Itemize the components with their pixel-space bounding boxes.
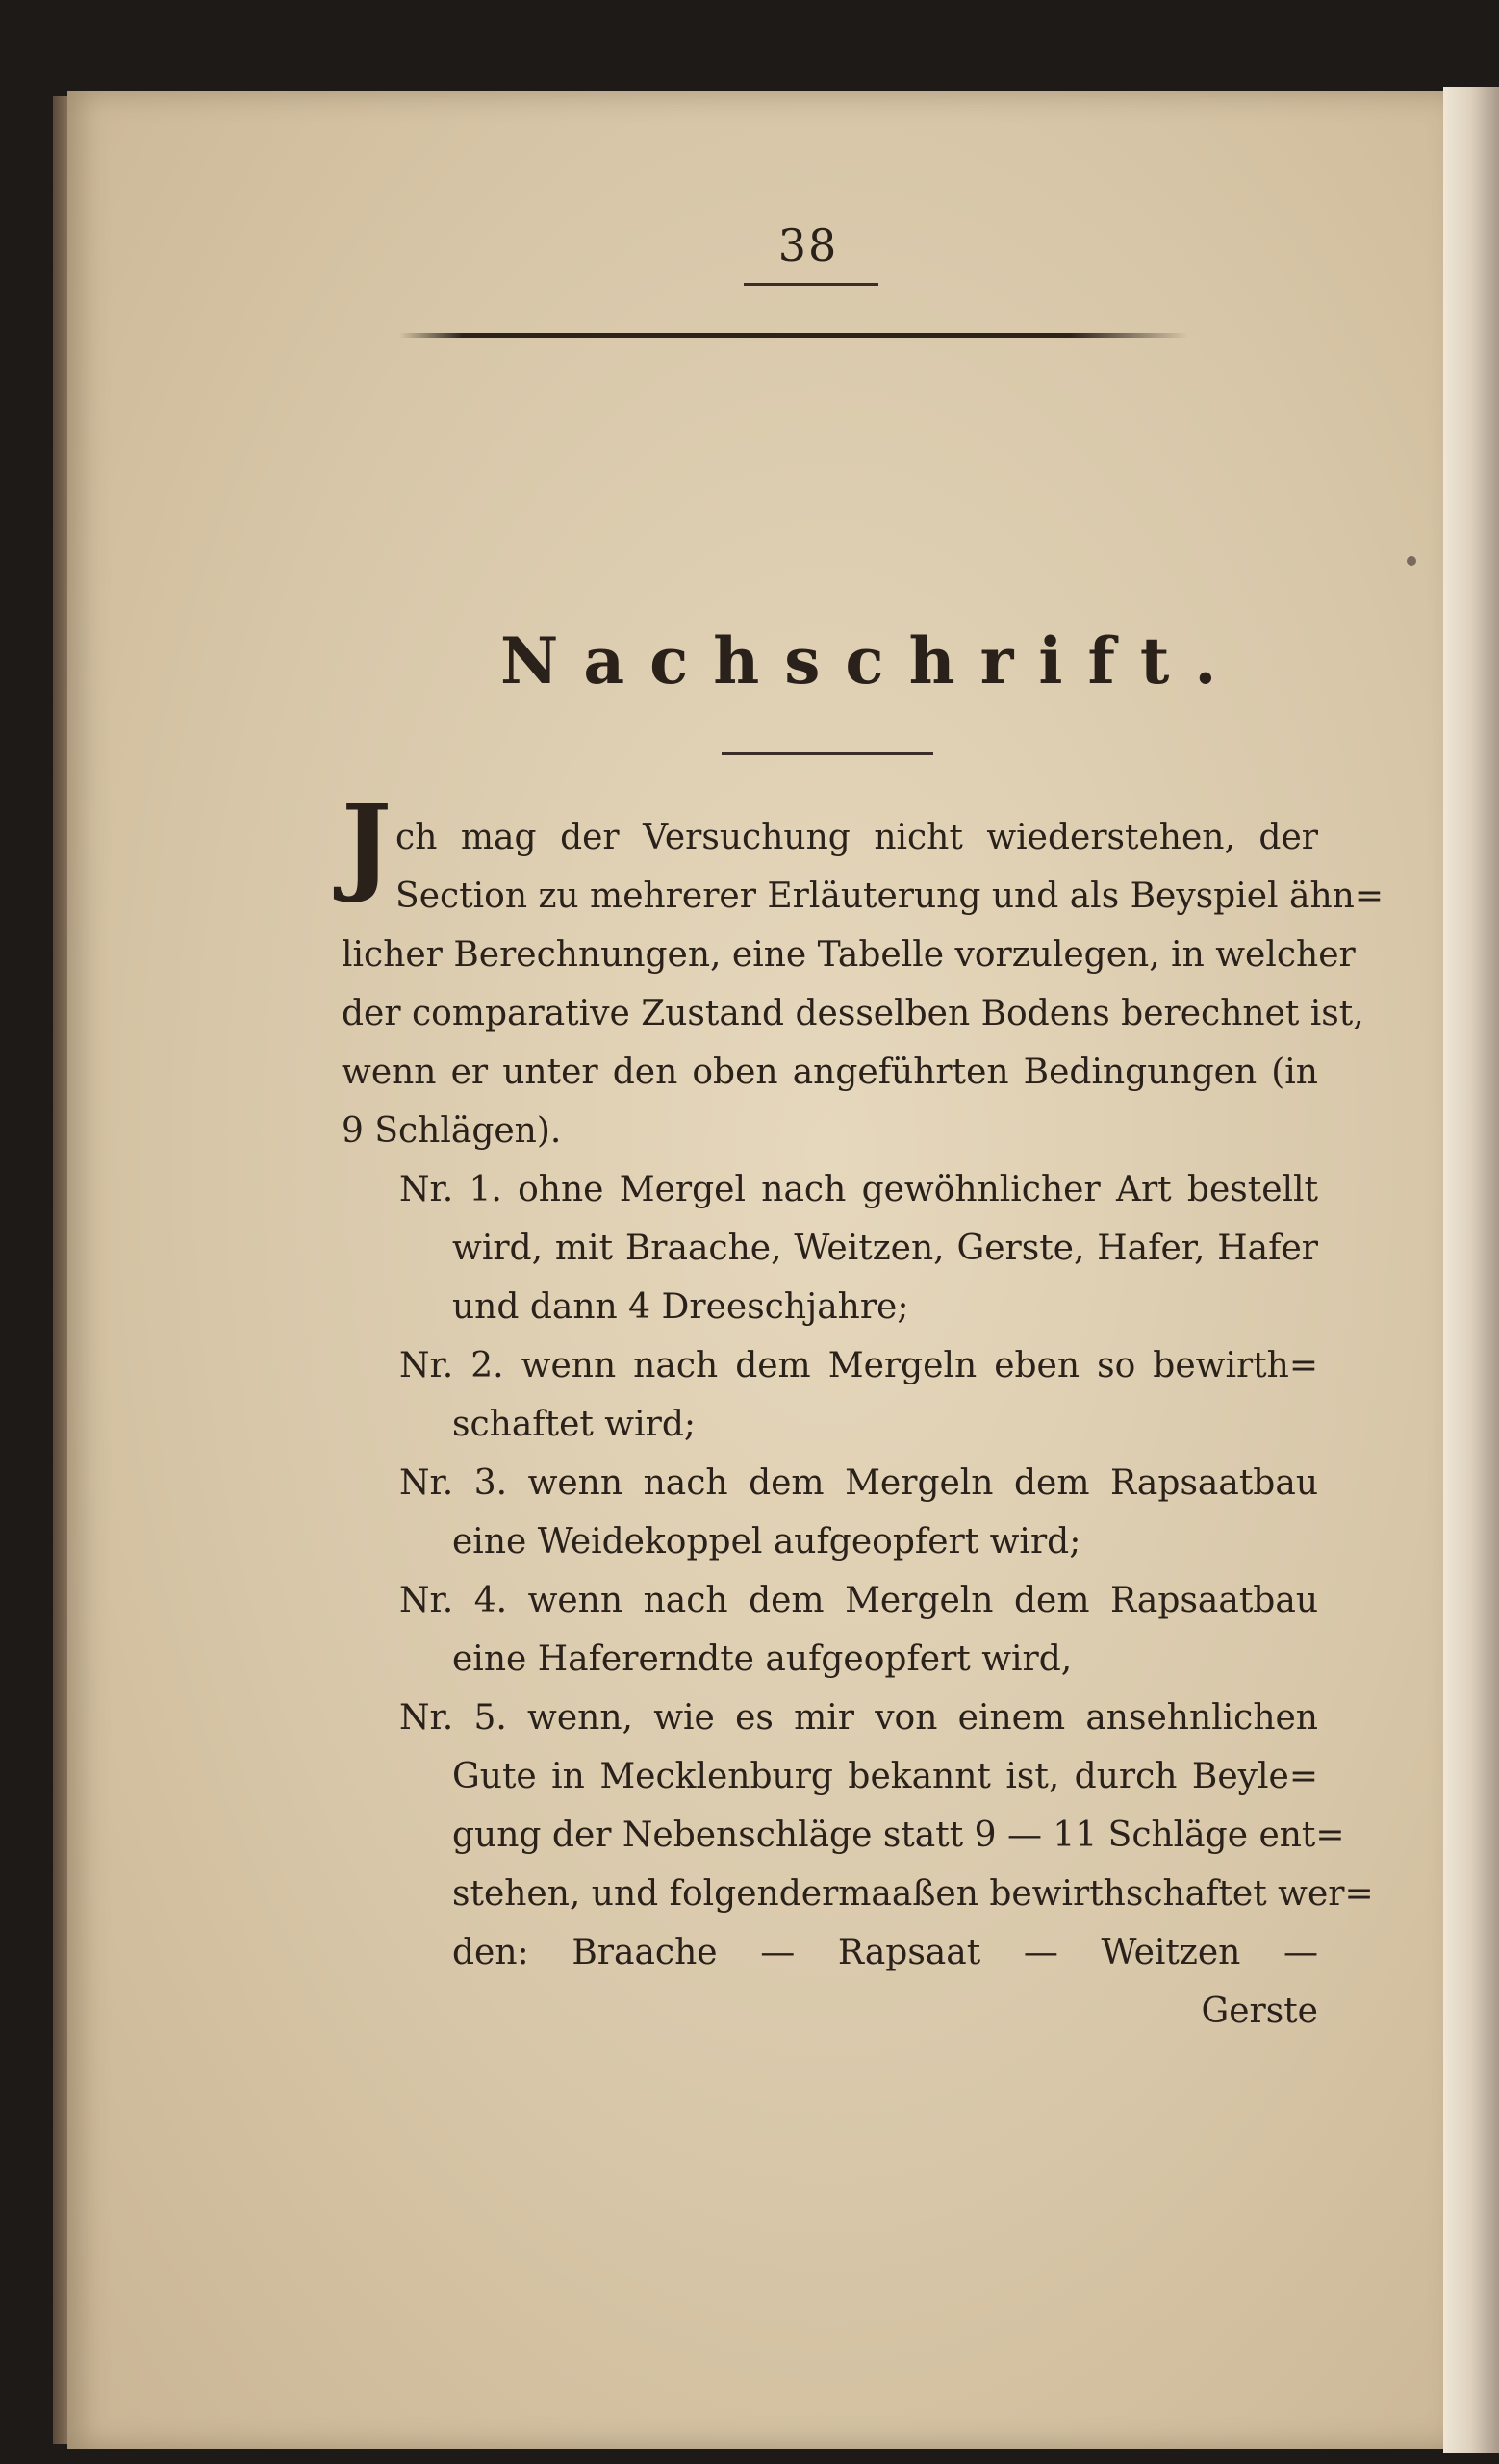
list-item-line: eine Hafererndte aufgeopfert wird, <box>452 1639 1073 1679</box>
paragraph-line: der comparative Zustand desselben Bodens berechnet ist, <box>342 994 1364 1033</box>
section-heading: Nachschrift. <box>500 623 1242 699</box>
paragraph-line: 9 Schlägen). <box>342 1111 562 1151</box>
page-number: 38 <box>777 219 839 271</box>
list-item-nr5: Nr. 5. wenn, wie es mir von einem ansehnlichen <box>399 1698 1318 1738</box>
catchword: Gerste <box>1201 1992 1318 2031</box>
list-item-line: und dann 4 Dreeschjahre; <box>452 1287 909 1327</box>
paragraph-line: Section zu mehrerer Erläuterung und als Beyspiel ähn= <box>395 876 1384 916</box>
body-text <box>342 781 1384 2041</box>
list-item-line: gung der Nebenschläge statt 9 — 11 Schläge ent= <box>452 1816 1345 1855</box>
ink-speck <box>1407 556 1416 566</box>
list-item-line: eine Weidekoppel aufgeopfert wird; <box>452 1522 1081 1562</box>
list-item-line: stehen, und folgendermaaßen bewirthschaftet wer= <box>452 1874 1374 1914</box>
heading-rule <box>722 752 933 755</box>
drop-capital: J <box>342 781 393 905</box>
list-item-line: schaftet wird; <box>452 1405 697 1444</box>
list-item-nr3: Nr. 3. wenn nach dem Mergeln dem Rapsaatbau <box>399 1463 1318 1503</box>
list-item-line: Gute in Mecklenburg bekannt ist, durch Beyle= <box>452 1757 1318 1796</box>
facing-page-edge <box>1443 87 1499 2453</box>
paragraph-line: licher Berechnungen, eine Tabelle vorzulegen, in welcher <box>342 935 1356 975</box>
list-item-nr4: Nr. 4. wenn nach dem Mergeln dem Rapsaatbau <box>399 1581 1318 1620</box>
page-number-rule <box>744 283 878 286</box>
list-item-nr1: Nr. 1. ohne Mergel nach gewöhnlicher Art bestellt <box>399 1170 1318 1209</box>
list-item-line: den: Braache — Rapsaat — Weitzen — <box>452 1933 1318 1972</box>
header-rule <box>399 333 1188 338</box>
paragraph-line: wenn er unter den oben angeführten Bedingungen (in <box>342 1053 1318 1092</box>
list-item-nr2: Nr. 2. wenn nach dem Mergeln eben so bewirth= <box>399 1346 1318 1385</box>
list-item-line: wird, mit Braache, Weitzen, Gerste, Hafer, Hafer <box>452 1229 1318 1268</box>
paragraph-line: Jch mag der Versuchung nicht wiederstehen, der <box>342 781 1318 905</box>
